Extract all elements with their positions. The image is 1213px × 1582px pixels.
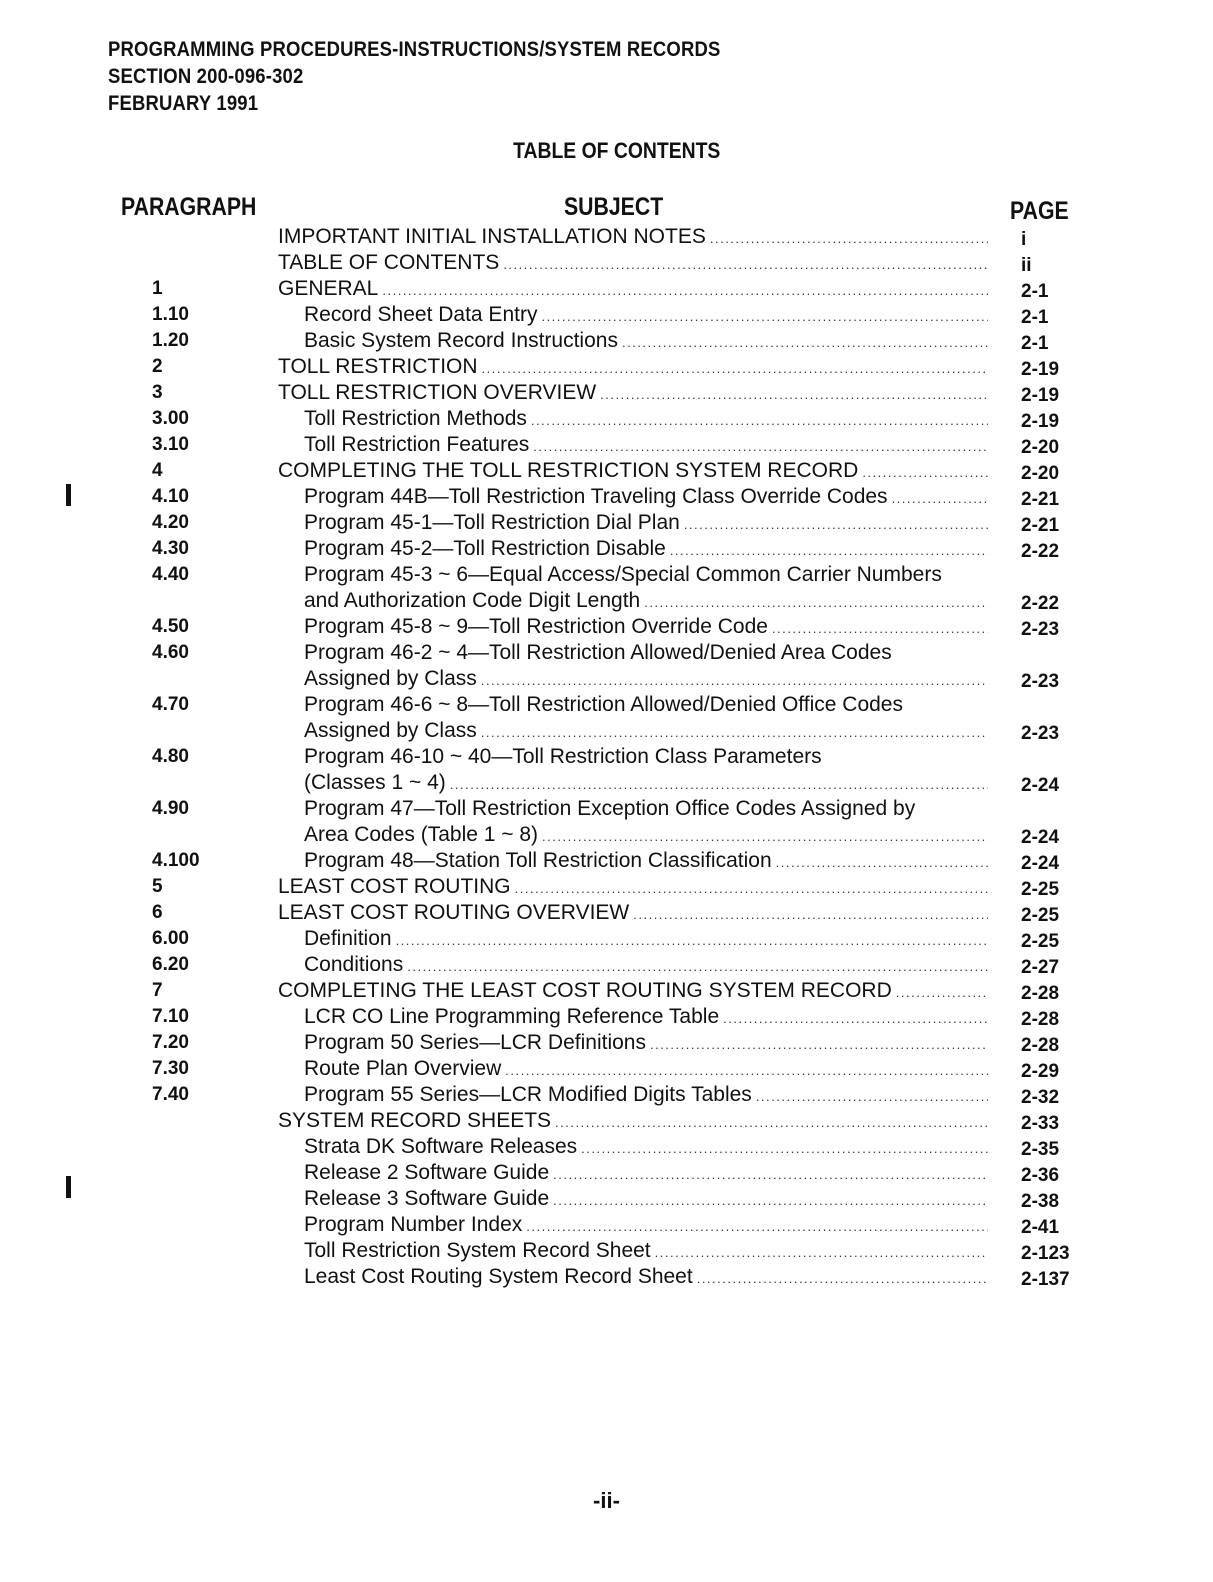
dot-leader <box>396 928 988 954</box>
toc-entry-page: 2-28 <box>1021 1035 1060 1056</box>
toc-entry-subject-line <box>278 1108 990 1136</box>
toc-entry-subject-line <box>304 1264 990 1292</box>
toc-entry-page: 2-19 <box>1021 385 1060 406</box>
dot-leader <box>533 434 988 460</box>
toc-entry-subject-text: Toll Restriction System Record Sheet <box>304 1239 651 1262</box>
toc-entry-subject <box>304 536 990 564</box>
toc-entry-subject-line2 <box>304 666 990 694</box>
toc-entry-subject-line <box>304 926 990 954</box>
toc-entry-subject <box>304 744 990 798</box>
toc-entry-paragraph: 4.50 <box>152 616 189 637</box>
dot-leader <box>862 460 988 486</box>
toc-entry-subject <box>278 380 990 408</box>
dot-leader <box>633 902 988 928</box>
toc-entry <box>0 978 1213 1004</box>
toc-entry-page: 2-25 <box>1021 879 1060 900</box>
toc-entry-page: 2-35 <box>1021 1139 1060 1160</box>
document-header <box>108 36 721 117</box>
dot-leader <box>553 1188 988 1214</box>
toc-entry-subject <box>304 640 990 694</box>
toc-entry-paragraph: 1.20 <box>152 330 189 351</box>
toc-entry <box>0 354 1213 380</box>
toc-entry-page: 2-25 <box>1021 905 1060 926</box>
dot-leader <box>650 1032 988 1058</box>
toc-entry-page: 2-1 <box>1021 307 1049 328</box>
toc-entry <box>0 224 1213 250</box>
toc-entry <box>0 302 1213 328</box>
toc-entry-subject-text: Release 2 Software Guide <box>304 1161 550 1184</box>
toc-entry-page: 2-24 <box>1021 827 1060 848</box>
toc-entry-paragraph: 5 <box>152 876 163 897</box>
toc-entry-subject-line1: Program 47—Toll Restriction Exception Office Codes Assigned by <box>304 797 916 820</box>
toc-entry <box>0 1004 1213 1030</box>
dot-leader <box>723 1006 988 1032</box>
toc-entry-paragraph: 4.40 <box>152 564 189 585</box>
dot-leader <box>481 720 988 746</box>
toc-entry-paragraph: 4.70 <box>152 694 189 715</box>
toc-entry <box>0 640 1213 692</box>
toc-entry-subject-text: COMPLETING THE LEAST COST ROUTING SYSTEM RECORD <box>278 979 892 1002</box>
toc-entry-paragraph: 4.90 <box>152 798 189 819</box>
toc-entry-paragraph: 4.10 <box>152 486 189 507</box>
toc-entry-paragraph: 1.10 <box>152 304 189 325</box>
toc-entry-subject <box>304 562 990 616</box>
page-number: -ii- <box>593 1488 620 1513</box>
toc-entry-subject-line <box>304 1212 990 1240</box>
dot-leader <box>505 1058 988 1084</box>
toc-entry-subject <box>304 1004 990 1032</box>
toc-entry <box>0 796 1213 848</box>
toc-entry <box>0 848 1213 874</box>
toc-entry-page: 2-23 <box>1021 671 1060 692</box>
toc-entry-subject <box>304 1030 990 1058</box>
dot-leader <box>526 1214 988 1240</box>
dot-leader <box>555 1110 988 1136</box>
header-date: FEBRUARY 1991 <box>108 92 259 115</box>
toc-entry-paragraph: 4.60 <box>152 642 189 663</box>
toc-entry-subject-text: Program 48—Station Toll Restriction Classification <box>304 849 772 872</box>
toc-entry-subject-line <box>278 900 990 928</box>
dot-leader <box>710 226 988 252</box>
toc-entry-subject-line <box>304 1134 990 1162</box>
toc-entry-page: 2-27 <box>1021 957 1060 978</box>
dot-leader <box>892 486 988 512</box>
toc-entry-subject <box>304 1056 990 1084</box>
dot-leader <box>450 772 988 798</box>
toc-entry <box>0 562 1213 614</box>
toc-entry-page: 2-21 <box>1021 489 1060 510</box>
toc-entry <box>0 874 1213 900</box>
dot-leader <box>503 252 988 278</box>
dot-leader <box>553 1162 988 1188</box>
toc-entry-subject <box>304 406 990 434</box>
toc-entry-page: 2-25 <box>1021 931 1060 952</box>
toc-entry-subject-line2 <box>304 588 990 616</box>
toc-entry-page: 2-41 <box>1021 1217 1060 1238</box>
toc-entry-page: 2-22 <box>1021 541 1060 562</box>
toc-entry-page: i <box>1021 229 1027 250</box>
toc-entry-page: 2-21 <box>1021 515 1060 536</box>
toc-entry-subject-text: Definition <box>304 927 392 950</box>
dot-leader <box>756 1084 988 1110</box>
header-title: PROGRAMMING PROCEDURES-INSTRUCTIONS/SYSTEM RECORDS <box>108 38 721 61</box>
toc-entry-paragraph: 3.10 <box>152 434 189 455</box>
column-header-paragraph: PARAGRAPH <box>121 193 257 221</box>
toc-entry <box>0 1082 1213 1108</box>
toc-entry-subject <box>304 1082 990 1110</box>
toc-entry-subject <box>304 328 990 356</box>
toc-entry-subject-line2 <box>304 718 990 746</box>
toc-entry-subject-line <box>278 978 990 1006</box>
toc-entry-subject-text: Area Codes (Table 1 ~ 8) <box>304 823 539 846</box>
toc-entry-page: 2-33 <box>1021 1113 1060 1134</box>
toc-entry-subject-text: TOLL RESTRICTION <box>278 355 478 378</box>
toc-entry-subject-line <box>304 1160 990 1188</box>
toc-entry <box>0 458 1213 484</box>
toc-entry <box>0 510 1213 536</box>
toc-entry-subject-line1: Program 46-10 ~ 40—Toll Restriction Class Parameters <box>304 745 822 768</box>
toc-entry <box>0 1160 1213 1186</box>
toc-entry-page: 2-23 <box>1021 619 1060 640</box>
toc-entry <box>0 432 1213 458</box>
toc-entry-subject-line <box>278 354 990 382</box>
toc-entry-page: 2-22 <box>1021 593 1060 614</box>
toc-entry-subject-text: Conditions <box>304 953 404 976</box>
toc-entry <box>0 692 1213 744</box>
dot-leader <box>541 304 988 330</box>
toc-entry-subject-line <box>304 1082 990 1110</box>
toc-entry-page: 2-28 <box>1021 983 1060 1004</box>
toc-entry <box>0 900 1213 926</box>
toc-entry-page: 2-123 <box>1021 1243 1070 1264</box>
toc-entry-subject-line <box>278 224 990 252</box>
dot-leader <box>531 408 988 434</box>
toc-entry-paragraph: 6.00 <box>152 928 189 949</box>
column-header-page: PAGE <box>1010 197 1069 225</box>
dot-leader <box>515 876 988 902</box>
toc-entry-subject-text: LEAST COST ROUTING <box>278 875 511 898</box>
toc-entry-subject <box>278 458 990 486</box>
toc-entry-subject-line2 <box>304 770 990 798</box>
dot-leader <box>655 1240 988 1266</box>
dot-leader <box>600 382 988 408</box>
toc-entry-subject <box>304 1264 990 1292</box>
dot-leader <box>542 824 988 850</box>
dot-leader <box>644 590 988 616</box>
toc-entry-paragraph: 6 <box>152 902 163 923</box>
toc-entry-subject-text: Program 55 Series—LCR Modified Digits Tables <box>304 1083 752 1106</box>
toc-entry-subject <box>278 250 990 278</box>
toc-list <box>0 224 1213 1290</box>
toc-entry-subject-text: TABLE OF CONTENTS <box>278 251 500 274</box>
toc-entry-subject <box>304 692 990 746</box>
toc-entry-subject-line1: Program 46-6 ~ 8—Toll Restriction Allowed/Denied Office Codes <box>304 693 903 716</box>
toc-entry-paragraph: 4.80 <box>152 746 189 767</box>
toc-entry-subject-line <box>304 1186 990 1214</box>
toc-entry-subject-line <box>304 952 990 980</box>
toc-entry-page: 2-1 <box>1021 281 1049 302</box>
toc-entry-paragraph: 4 <box>152 460 163 481</box>
toc-entry-subject-text: GENERAL <box>278 277 379 300</box>
toc-entry-page: 2-32 <box>1021 1087 1060 1108</box>
toc-entry-subject <box>304 432 990 460</box>
toc-entry-subject-text: SYSTEM RECORD SHEETS <box>278 1109 552 1132</box>
toc-entry <box>0 250 1213 276</box>
toc-entry <box>0 1030 1213 1056</box>
toc-entry-page: 2-24 <box>1021 853 1060 874</box>
toc-entry <box>0 926 1213 952</box>
toc-entry-paragraph: 7.40 <box>152 1084 189 1105</box>
toc-entry <box>0 380 1213 406</box>
toc-entry-subject-line <box>278 380 990 408</box>
toc-entry <box>0 1238 1213 1264</box>
toc-entry-paragraph: 4.20 <box>152 512 189 533</box>
dot-leader <box>697 1266 988 1292</box>
toc-entry-subject-text: Record Sheet Data Entry <box>304 303 538 326</box>
dot-leader <box>407 954 988 980</box>
toc-entry-paragraph: 4.30 <box>152 538 189 559</box>
toc-entry-subject-line <box>278 276 990 304</box>
toc-entry-subject <box>304 484 990 512</box>
toc-entry <box>0 1134 1213 1160</box>
toc-entry <box>0 1108 1213 1134</box>
toc-entry <box>0 614 1213 640</box>
toc-entry-paragraph: 3 <box>152 382 163 403</box>
toc-entry-page: ii <box>1021 255 1032 276</box>
toc-entry <box>0 276 1213 302</box>
toc-title-text: TABLE OF CONTENTS <box>512 138 721 163</box>
dot-leader <box>670 538 988 564</box>
toc-entry-subject <box>278 900 990 928</box>
toc-entry-subject-text: Assigned by Class <box>304 667 477 690</box>
toc-entry <box>0 484 1213 510</box>
toc-entry-paragraph: 3.00 <box>152 408 189 429</box>
toc-entry-subject-text: Program 50 Series—LCR Definitions <box>304 1031 646 1054</box>
toc-entry-subject-line <box>304 536 990 564</box>
dot-leader <box>481 668 988 694</box>
toc-entry-subject-text: Program 44B—Toll Restriction Traveling Class Override Codes <box>304 485 888 508</box>
toc-entry-subject-text: IMPORTANT INITIAL INSTALLATION NOTES <box>278 225 706 248</box>
toc-entry-subject <box>304 1212 990 1240</box>
toc-entry-subject-line <box>304 614 990 642</box>
dot-leader <box>776 850 988 876</box>
toc-entry-subject-line <box>304 484 990 512</box>
dot-leader <box>482 356 988 382</box>
toc-entry-subject <box>304 302 990 330</box>
toc-entry-subject <box>304 1134 990 1162</box>
toc-entry-subject-text: (Classes 1 ~ 4) <box>304 771 446 794</box>
toc-entry-subject-line <box>304 510 990 538</box>
toc-title <box>0 138 1213 164</box>
toc-entry-page: 2-137 <box>1021 1269 1070 1290</box>
toc-entry-subject-text: TOLL RESTRICTION OVERVIEW <box>278 381 597 404</box>
toc-entry-subject-text: Basic System Record Instructions <box>304 329 618 352</box>
toc-entry-subject <box>304 952 990 980</box>
toc-entry-page: 2-38 <box>1021 1191 1060 1212</box>
toc-entry <box>0 744 1213 796</box>
toc-entry-subject-text: Least Cost Routing System Record Sheet <box>304 1265 693 1288</box>
toc-entry-page: 2-28 <box>1021 1009 1060 1030</box>
toc-entry-subject-text: Assigned by Class <box>304 719 477 742</box>
toc-entry-paragraph: 7.10 <box>152 1006 189 1027</box>
toc-entry-subject-line <box>304 1030 990 1058</box>
toc-entry-subject <box>304 510 990 538</box>
dot-leader <box>772 616 988 642</box>
column-header-subject: SUBJECT <box>564 193 664 221</box>
toc-entry-subject-line <box>304 1004 990 1032</box>
toc-entry <box>0 952 1213 978</box>
toc-entry <box>0 1186 1213 1212</box>
toc-entry <box>0 1212 1213 1238</box>
toc-entry-subject-line <box>278 874 990 902</box>
toc-entry-subject-text: Toll Restriction Features <box>304 433 530 456</box>
toc-entry-page: 2-20 <box>1021 463 1060 484</box>
toc-entry-subject <box>304 848 990 876</box>
dot-leader <box>684 512 988 538</box>
toc-entry-subject-line <box>304 406 990 434</box>
toc-entry-subject-line <box>304 1238 990 1266</box>
toc-entry-subject-text: Toll Restriction Methods <box>304 407 527 430</box>
toc-entry-subject <box>278 224 990 252</box>
toc-entry-paragraph: 4.100 <box>152 850 200 871</box>
toc-entry-subject <box>278 1108 990 1136</box>
header-section: SECTION 200-096-302 <box>108 65 304 88</box>
toc-entry-page: 2-20 <box>1021 437 1060 458</box>
toc-entry-subject-text: Release 3 Software Guide <box>304 1187 550 1210</box>
toc-entry-page: 2-29 <box>1021 1061 1060 1082</box>
toc-entry-subject-text: LEAST COST ROUTING OVERVIEW <box>278 901 630 924</box>
toc-entry-subject-line <box>304 848 990 876</box>
toc-entry-page: 2-23 <box>1021 723 1060 744</box>
toc-entry-subject-line1: Program 45-3 ~ 6—Equal Access/Special Common Carrier Numbers <box>304 563 942 586</box>
toc-entry-subject-line <box>304 328 990 356</box>
toc-entry-subject-text: COMPLETING THE TOLL RESTRICTION SYSTEM RECORD <box>278 459 859 482</box>
toc-entry-subject <box>304 1160 990 1188</box>
toc-entry-page: 2-24 <box>1021 775 1060 796</box>
toc-entry-subject <box>278 874 990 902</box>
toc-entry <box>0 536 1213 562</box>
toc-entry-subject <box>278 354 990 382</box>
dot-leader <box>581 1136 988 1162</box>
toc-entry-subject <box>304 926 990 954</box>
toc-entry-paragraph: 7.30 <box>152 1058 189 1079</box>
toc-entry-subject-line <box>278 250 990 278</box>
toc-entry-page: 2-19 <box>1021 359 1060 380</box>
toc-entry-page: 2-36 <box>1021 1165 1060 1186</box>
toc-entry-subject-line <box>304 302 990 330</box>
toc-entry <box>0 1264 1213 1290</box>
toc-entry-subject <box>278 276 990 304</box>
dot-leader <box>896 980 988 1006</box>
toc-entry-paragraph: 7.20 <box>152 1032 189 1053</box>
toc-entry-subject-text: Route Plan Overview <box>304 1057 502 1080</box>
toc-entry-page: 2-19 <box>1021 411 1060 432</box>
toc-entry-subject-line2 <box>304 822 990 850</box>
toc-entry-subject <box>304 614 990 642</box>
toc-entry-subject-line <box>278 458 990 486</box>
toc-entry-subject <box>278 978 990 1006</box>
toc-entry-subject <box>304 1238 990 1266</box>
dot-leader <box>382 278 988 304</box>
toc-entry <box>0 1056 1213 1082</box>
toc-entry-subject-text: Program Number Index <box>304 1213 523 1236</box>
toc-entry-subject-line1: Program 46-2 ~ 4—Toll Restriction Allowed/Denied Area Codes <box>304 641 892 664</box>
toc-entry-page: 2-1 <box>1021 333 1049 354</box>
toc-entry-subject-text: and Authorization Code Digit Length <box>304 589 641 612</box>
toc-entry-paragraph: 7 <box>152 980 163 1001</box>
toc-entry-subject-line <box>304 432 990 460</box>
toc-entry-paragraph: 2 <box>152 356 163 377</box>
toc-entry <box>0 406 1213 432</box>
toc-entry-subject-text: Program 45-8 ~ 9—Toll Restriction Override Code <box>304 615 768 638</box>
toc-entry <box>0 328 1213 354</box>
toc-entry-subject-text: Strata DK Software Releases <box>304 1135 578 1158</box>
toc-entry-subject-text: LCR CO Line Programming Reference Table <box>304 1005 720 1028</box>
toc-entry-subject <box>304 1186 990 1214</box>
toc-entry-paragraph: 1 <box>152 278 163 299</box>
toc-entry-subject-line <box>304 1056 990 1084</box>
toc-entry-subject-text: Program 45-1—Toll Restriction Dial Plan <box>304 511 680 534</box>
toc-entry-paragraph: 6.20 <box>152 954 189 975</box>
toc-entry-subject <box>304 796 990 850</box>
toc-entry-subject-text: Program 45-2—Toll Restriction Disable <box>304 537 666 560</box>
dot-leader <box>622 330 988 356</box>
